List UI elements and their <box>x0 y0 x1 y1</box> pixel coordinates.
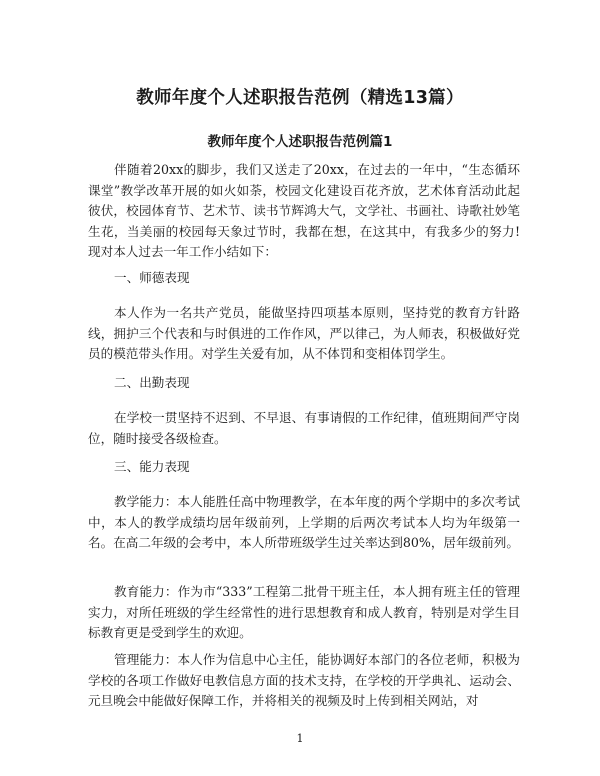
page-number: 1 <box>296 732 304 745</box>
heading-ethics: 一、师德表现 <box>114 270 190 285</box>
education-paragraph: 教育能力：作为市“333”工程第二批骨干班主任，本人拥有班主任的管理实力，对所任班级的学生经常性的进行思想教育和成人教育，特别是对学生目标教育更是受到学生的欢迎。 <box>88 584 520 640</box>
heading-attendance: 二、出勤表现 <box>114 375 190 390</box>
section-subtitle: 教师年度个人述职报告范例篇1 <box>207 134 393 150</box>
attendance-paragraph: 在学校一贯坚持不迟到、不早退、有事请假的工作纪律，值班期间严守岗位，随时接受各级检查。 <box>88 410 520 446</box>
heading-ability: 三、能力表现 <box>114 459 190 474</box>
document-title: 教师年度个人述职报告范例（精选13篇） <box>136 88 464 108</box>
teaching-paragraph: 教学能力：本人能胜任高中物理教学，在本年度的两个学期中的多次考试中，本人的教学成绩均居年级前列，上学期的后两次考试本人均为年级第一名。在高二年级的会考中，本人所带班级学生过关率达到80%，居年级前列。 <box>88 494 520 550</box>
management-paragraph: 管理能力：本人作为信息中心主任，能协调好本部门的各位老师，积极为学校的各项工作做好电教信息方面的技术支持，在学校的开学典礼、运动会、元旦晚会中能做好保障工作，并将相关的视频及时上传到相关网站，对 <box>88 652 520 708</box>
intro-paragraph: 伴随着20xx的脚步，我们又送走了20xx，在过去的一年中，“生态循环课堂”教学改革开展的如火如荼，校园文化建设百花齐放，艺术体育活动此起彼伏，校园体育节、艺术节、读书节辉鸿大气，文学社、书画社、诗歌社妙笔生花，当美丽的校园每天象过节时，我都在想，在这其中，有我多少的努力!现对本人过去一年工作小结如下： <box>88 162 520 259</box>
ethics-paragraph: 本人作为一名共产党员，能做坚持四项基本原则，坚持党的教育方针路线，拥护三个代表和与时俱进的工作作风，严以律己，为人师表，积极做好党员的模范带头作用。对学生关爱有加，从不体罚和变相体罚学生。 <box>88 305 520 361</box>
